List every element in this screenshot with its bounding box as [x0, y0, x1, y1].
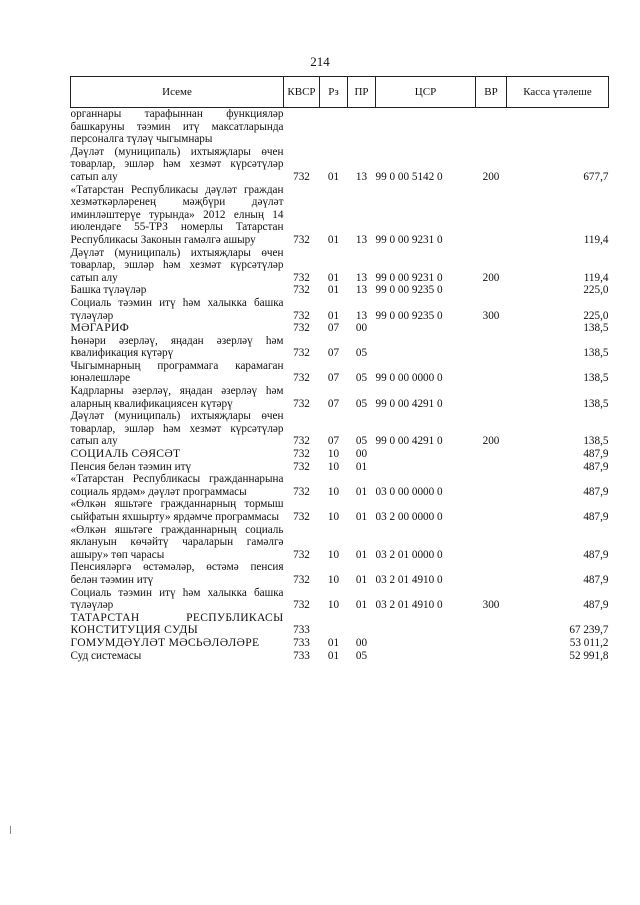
cell-amount: 119,4 — [583, 271, 609, 284]
cell-pr: 05 — [355, 347, 368, 360]
cell-kvsr — [284, 108, 320, 146]
cell-csr: 99 0 00 0000 0 — [375, 372, 443, 385]
cell-rz: 10 — [327, 573, 340, 586]
cell-pr: 01 — [355, 548, 368, 561]
cell-pr: 13 — [355, 170, 368, 183]
margin-mark — [10, 826, 11, 834]
cell-amount: 138,5 — [583, 322, 609, 335]
cell-rz: 01 — [327, 233, 340, 246]
cell-pr: 13 — [355, 271, 368, 284]
cell-kvsr: 732 — [293, 448, 310, 461]
cell-kvsr: 732 — [293, 170, 310, 183]
cell-rz: 01 — [327, 170, 340, 183]
cell-kvsr: 732 — [293, 485, 310, 498]
cell-name: Кадрларны әзерләү, яңадан әзерләү һәм аларның квалификациясен күтәрү — [70, 385, 284, 410]
cell-pr: 01 — [355, 599, 368, 612]
cell-rz: 10 — [327, 448, 340, 461]
cell-name: ТАТАРСТАН РЕСПУБЛИКАСЫ КОНСТИТУЦИЯ СУДЫ — [70, 610, 284, 637]
cell-csr: 99 0 00 9235 0 — [375, 309, 443, 322]
cell-rz — [320, 612, 348, 637]
cell-vr — [476, 322, 507, 335]
cell-pr: 05 — [355, 372, 368, 385]
cell-vr — [476, 184, 507, 247]
cell-kvsr: 732 — [293, 309, 310, 322]
cell-rz: 07 — [327, 347, 340, 360]
cell-vr: 300 — [482, 309, 500, 322]
cell-pr: 01 — [355, 485, 368, 498]
cell-amount: 487,9 — [583, 573, 609, 586]
cell-name: Дәүләт (муниципаль) ихтыяҗлары өчен товарлар, эшләр һәм хезмәт күрсәтүләр сатып алу — [70, 410, 284, 448]
table-row — [71, 448, 609, 461]
cell-rz: 01 — [327, 309, 340, 322]
cell-vr — [476, 612, 507, 637]
cell-amount: 225,0 — [583, 284, 609, 297]
cell-vr — [476, 637, 507, 650]
cell-name: СОЦИАЛЬ СӘЯСӘТ — [70, 447, 181, 461]
cell-name: Социаль тәэмин итү һәм халыкка башка түләүләр — [70, 296, 284, 322]
cell-name: «Өлкән яшьтәге гражданнарның социаль яклануын көчәйтү чараларын гамәлгә ашыру» төп чарасы — [70, 523, 284, 561]
cell-amount — [507, 108, 609, 146]
cell-kvsr: 732 — [293, 271, 310, 284]
cell-kvsr: 732 — [293, 460, 310, 473]
cell-vr — [476, 108, 507, 146]
cell-vr — [476, 561, 507, 586]
cell-amount: 487,9 — [583, 485, 609, 498]
table-row — [71, 410, 609, 448]
cell-rz — [320, 108, 348, 146]
table-row — [71, 461, 609, 474]
cell-csr: 99 0 00 5142 0 — [375, 170, 443, 183]
cell-kvsr: 732 — [293, 435, 310, 448]
cell-name: Чыгымнарның программага карамаган юнәлешләре — [70, 359, 284, 385]
cell-pr: 05 — [355, 397, 368, 410]
table-row — [71, 650, 609, 663]
cell-rz: 01 — [327, 284, 340, 297]
cell-csr — [376, 637, 476, 650]
cell-vr — [476, 385, 507, 410]
cell-vr — [476, 473, 507, 498]
cell-vr — [476, 461, 507, 474]
cell-amount: 138,5 — [583, 347, 609, 360]
cell-kvsr: 732 — [293, 233, 310, 246]
cell-csr — [376, 461, 476, 474]
table-row — [71, 184, 609, 247]
table-row — [71, 360, 609, 385]
cell-amount: 52 991,8 — [569, 649, 609, 662]
table-row — [71, 284, 609, 297]
cell-kvsr: 732 — [293, 347, 310, 360]
cell-rz: 10 — [327, 599, 340, 612]
budget-table — [70, 76, 609, 662]
table-row — [71, 561, 609, 586]
cell-name: Дәүләт (муниципаль) ихтыяҗлары өчен товарлар, эшләр һәм хезмәт күрсәтүләр сатып алу — [70, 246, 284, 284]
table-row — [71, 247, 609, 285]
cell-csr: 03 2 01 0000 0 — [375, 548, 443, 561]
cell-pr: 01 — [355, 511, 368, 523]
cell-amount: 677,7 — [583, 170, 609, 183]
table-row — [71, 108, 609, 146]
cell-amount: 487,9 — [583, 448, 609, 461]
cell-name: «Татарстан Республикасы гражданнарына социаль ярдәм» дәүләт программасы — [70, 473, 284, 498]
cell-name: Пенсияләргә өстәмәләр, өстәмә пенсия белән тәэмин итү — [70, 561, 284, 586]
header-vr: ВР — [476, 77, 507, 108]
table-row — [71, 524, 609, 562]
table-row — [71, 335, 609, 360]
cell-csr: 03 2 01 4910 0 — [375, 599, 443, 612]
table-row — [71, 473, 609, 498]
cell-vr — [476, 335, 507, 360]
cell-kvsr: 732 — [293, 548, 310, 561]
cell-pr: 05 — [355, 649, 368, 662]
cell-pr — [348, 612, 376, 637]
cell-amount: 487,9 — [583, 548, 609, 561]
cell-amount: 138,5 — [583, 435, 609, 448]
cell-amount: 138,5 — [583, 397, 609, 410]
cell-vr — [476, 448, 507, 461]
cell-amount: 119,4 — [583, 233, 609, 246]
cell-csr — [376, 335, 476, 360]
cell-pr: 13 — [355, 309, 368, 322]
cell-amount: 487,9 — [583, 599, 609, 612]
cell-name: «Татарстан Республикасы дәүләт граждан хезмәткәрләренең мәҗбүри дәүләт иминләштерүе турында» 2012 елның 14 июлендәге 55-ТРЗ номерлы Татарстан Республикасы Законын гамәлгә ашыру — [70, 183, 284, 246]
cell-csr — [376, 612, 476, 637]
cell-name: ГОМУМДӘҮЛӘТ МӘСЬӘЛӘЛӘРЕ — [70, 635, 260, 649]
cell-csr: 03 2 01 4910 0 — [375, 573, 443, 586]
cell-csr: 99 0 00 9231 0 — [375, 271, 443, 284]
table-row — [71, 612, 609, 637]
cell-kvsr: 732 — [293, 397, 310, 410]
cell-kvsr: 733 — [293, 649, 310, 662]
cell-vr — [476, 498, 507, 523]
cell-pr: 13 — [355, 233, 368, 246]
cell-pr: 00 — [355, 448, 368, 461]
cell-kvsr: 732 — [293, 599, 310, 612]
cell-pr: 01 — [355, 573, 368, 586]
cell-rz: 01 — [327, 649, 340, 662]
cell-name: Социаль тәэмин итү һәм халыкка башка түләүләр — [70, 586, 284, 612]
table-header-row — [71, 77, 609, 108]
cell-name: органнары тарафыннан функцияләр башкаруны тәэмин итү максатларында персоналга түләү чыгымнары — [70, 108, 284, 146]
cell-csr — [376, 448, 476, 461]
cell-rz: 07 — [327, 397, 340, 410]
header-rz: Рз — [320, 77, 348, 108]
cell-rz: 10 — [327, 511, 340, 523]
cell-amount: 225,0 — [583, 309, 609, 322]
cell-name: МӘГАРИФ — [70, 321, 130, 335]
cell-pr: 00 — [355, 322, 368, 335]
cell-amount: 67 239,7 — [569, 624, 609, 637]
cell-csr: 03 2 00 0000 0 — [375, 511, 443, 523]
cell-rz: 01 — [327, 636, 340, 649]
table-row — [71, 297, 609, 322]
table-row — [71, 587, 609, 612]
cell-csr: 03 0 00 0000 0 — [375, 485, 443, 498]
cell-name: Һөнәри әзерләү, яңадан әзерләү һәм квалификация күтәрү — [70, 334, 284, 360]
cell-vr: 200 — [482, 435, 500, 448]
cell-csr — [376, 108, 476, 146]
header-csr: ЦСР — [376, 77, 476, 108]
cell-vr — [476, 524, 507, 562]
cell-csr: 99 0 00 4291 0 — [375, 435, 443, 448]
cell-pr: 13 — [355, 284, 368, 297]
cell-kvsr: 732 — [293, 511, 310, 523]
table-row — [71, 322, 609, 335]
cell-kvsr: 733 — [293, 636, 310, 649]
cell-pr: 00 — [355, 636, 368, 649]
cell-rz: 07 — [327, 435, 340, 448]
cell-rz: 10 — [327, 485, 340, 498]
cell-amount: 487,9 — [583, 460, 609, 473]
header-pr: ПР — [348, 77, 376, 108]
cell-kvsr: 733 — [293, 624, 310, 637]
table-row — [71, 637, 609, 650]
cell-pr: 01 — [355, 460, 368, 473]
cell-kvsr: 732 — [293, 573, 310, 586]
table-row — [71, 498, 609, 523]
table-body — [71, 108, 609, 663]
header-amount: Касса үтәлеше — [507, 77, 609, 108]
cell-csr: 99 0 00 9235 0 — [375, 284, 443, 297]
cell-vr — [476, 650, 507, 663]
cell-vr — [476, 284, 507, 297]
cell-pr: 05 — [355, 435, 368, 448]
cell-vr: 200 — [482, 271, 500, 284]
cell-rz: 10 — [327, 460, 340, 473]
cell-kvsr: 732 — [293, 372, 310, 385]
page-number: 214 — [310, 54, 330, 69]
table-row — [71, 385, 609, 410]
cell-rz: 10 — [327, 548, 340, 561]
cell-amount: 138,5 — [583, 372, 609, 385]
cell-name: Башка түләүләр — [70, 284, 147, 297]
cell-csr — [376, 650, 476, 663]
cell-name: Дәүләт (муниципаль) ихтыяҗлары өчен товарлар, эшләр һәм хезмәт күрсәтүләр сатып алу — [70, 145, 284, 183]
cell-amount: 53 011,2 — [569, 636, 609, 649]
cell-name: Суд системасы — [70, 649, 142, 662]
cell-vr: 300 — [482, 599, 500, 612]
cell-kvsr: 732 — [293, 322, 310, 335]
cell-csr — [376, 322, 476, 335]
cell-vr: 200 — [482, 170, 500, 183]
cell-name: Пенсия белән тәэмин итү — [70, 460, 192, 473]
cell-rz: 07 — [327, 372, 340, 385]
cell-csr: 99 0 00 4291 0 — [375, 397, 443, 410]
header-name: Исеме — [71, 77, 284, 108]
cell-rz: 07 — [327, 322, 340, 335]
cell-kvsr: 732 — [293, 284, 310, 297]
table-row — [71, 146, 609, 184]
cell-amount: 487,9 — [583, 511, 609, 523]
cell-csr: 99 0 00 9231 0 — [375, 233, 443, 246]
cell-vr — [476, 360, 507, 385]
cell-rz: 01 — [327, 271, 340, 284]
cell-name: «Өлкән яшьтәге гражданнарның тормыш сыйфатын яхшырту» ярдәмче программасы — [70, 498, 284, 523]
cell-pr — [348, 108, 376, 146]
header-kvsr: КВСР — [284, 77, 320, 108]
